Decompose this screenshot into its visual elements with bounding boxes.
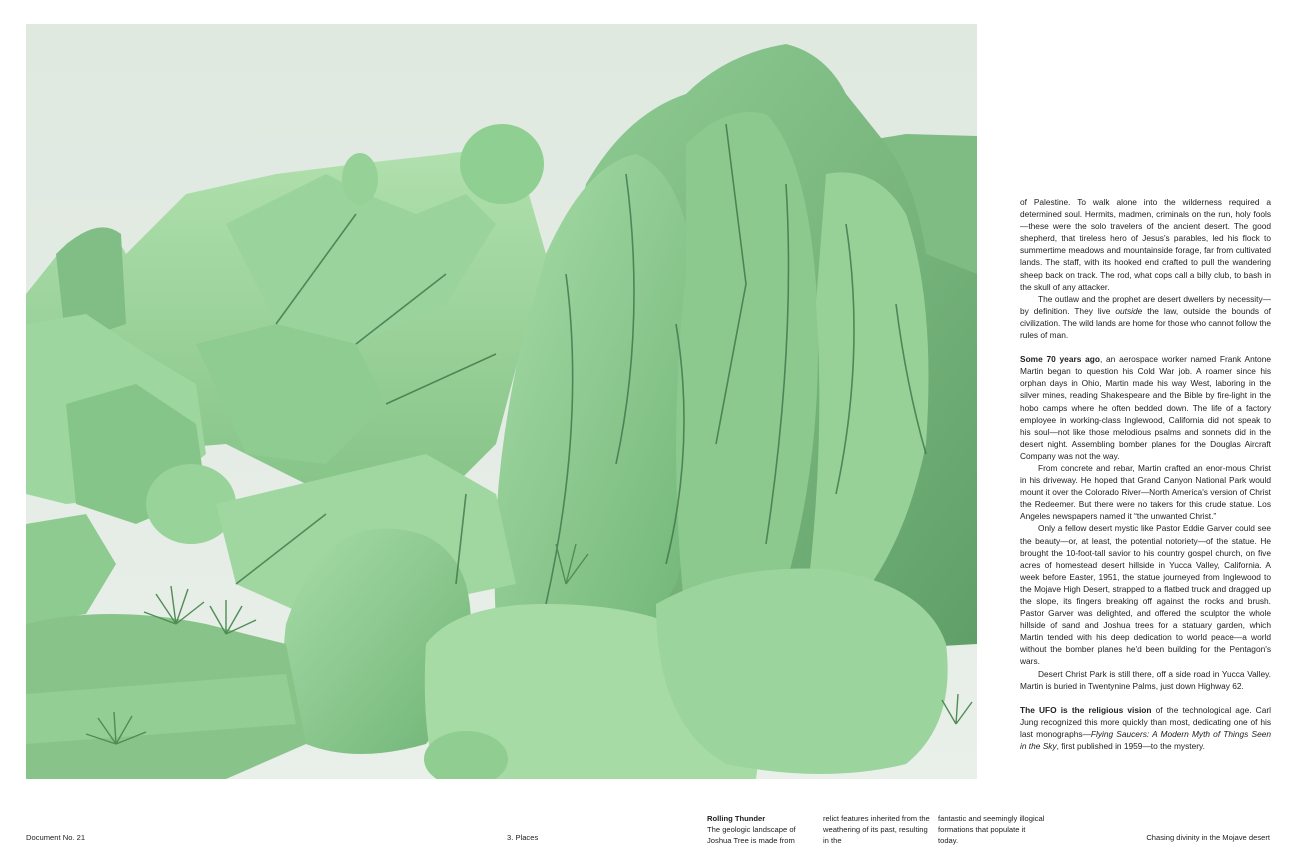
caption-text-1: The geologic landscape of Joshua Tree is made from bbox=[707, 825, 796, 845]
paragraph-outlaw bbox=[1020, 293, 1271, 341]
caption-text-3: fantastic and seemingly illogical formations that populate it today. bbox=[938, 814, 1045, 845]
paragraph-outlaw-b: the law, outside the bounds of civilization. The wild lands are home for those who cannot follow the rules of man. bbox=[1020, 305, 1271, 341]
footer-article-title: Chasing divinity in the Mojave desert bbox=[1146, 833, 1270, 842]
caption-column-1 bbox=[707, 813, 815, 846]
paragraph-martin-lead: Some 70 years ago bbox=[1020, 354, 1100, 365]
boulder-photograph bbox=[26, 24, 977, 779]
paragraph-ufo-b: , first published in 1959—to the mystery. bbox=[1056, 741, 1205, 752]
paragraph-martin-text: , an aerospace worker named Frank Antone Martin began to question his Cold War job. A roamer since his orphan days in Ohio, Martin made his way West, laboring in the silver mines, reading Shakespeare and the Bible by fire-light in the hobo camps where he often bedded down. The life of a factory employee in working-class Inglewood, California did not speak to his soul—not like those melodious psalms and sonnets did in the desert night. Assembling bomber planes for the Douglas Aircraft Company was not the way. bbox=[1020, 354, 1271, 461]
paragraph-concrete: From concrete and rebar, Martin crafted an enor-mous Christ in his driveway. He hoped that Grand Canyon National Park would mount it over the Colorado River—North America's version of Christ the Redeemer. But there were no takers for this crude statue. Los Angeles newspapers named it “the unwanted Christ.” bbox=[1020, 462, 1271, 522]
paragraph-ufo-lead: The UFO is the religious vision bbox=[1020, 704, 1152, 715]
footer-section: 3. Places bbox=[507, 833, 539, 842]
paragraph-outlaw-emphasis: outside bbox=[1115, 305, 1143, 316]
paragraph-ufo-title: Flying Saucers: A Modern Myth of Things Seen in the Sky bbox=[1020, 728, 1271, 752]
paragraph-ufo-a: of the technological age. Carl Jung recognized this more quickly than most, dedicating one of his last monographs— bbox=[1020, 704, 1271, 739]
caption-text-2: relict features inherited from the weathering of its past, resulting in the bbox=[823, 814, 930, 845]
caption-column-3 bbox=[938, 813, 1046, 846]
paragraph-palestine: of Palestine. To walk alone into the wilderness required a determined soul. Hermits, madmen, criminals on the run, holy fools—these were the solo travelers of the ancient desert. The good shepherd, that tireless hero of Jesus's parables, led his flock to summertime meadows and mountainside forage, far from cultivated lands. The staff, with its hooked end crafted to pull the wandering sheep back on track. The rod, what cops call a billy club, to bash in the skull of any attacker. bbox=[1020, 197, 1271, 292]
paragraph-outlaw-a: The outlaw and the prophet are desert dwellers by necessity—by definition. They live bbox=[1020, 293, 1271, 316]
footer-issue: Document No. 21 bbox=[26, 833, 86, 842]
paragraph-ufo bbox=[1020, 704, 1271, 752]
caption-column-2 bbox=[823, 813, 931, 846]
caption-title: Rolling Thunder bbox=[707, 814, 766, 823]
paragraph-desert-christ-park: Desert Christ Park is still there, off a side road in Yucca Valley. Martin is buried in Twentynine Palms, just down Highway 62. bbox=[1020, 668, 1271, 691]
paragraph-martin bbox=[1020, 353, 1271, 462]
paragraph-garver: Only a fellow desert mystic like Pastor Eddie Garver could see the beauty—or, at least, the potential notoriety—of the statue. He brought the 10-foot-tall savior to his country gospel church, on five acres of homestead desert hillside in Yucca Valley, California. A week before Easter, 1951, the statue journeyed from Inglewood to the Mojave High Desert, strapped to a flatbed truck and dragged up the slope, its fingers breaking off against the rocks and brush. Pastor Garver was delighted, and offered the sculptor the whole hillside of sand and Joshua trees for a statuary garden, which Martin tended with his deep dedication to world peace—a world without the bomber planes he'd been building for the Pentagon's wars. bbox=[1020, 523, 1271, 667]
boulder-landscape-illustration bbox=[26, 24, 977, 779]
article-body bbox=[1020, 196, 1271, 752]
